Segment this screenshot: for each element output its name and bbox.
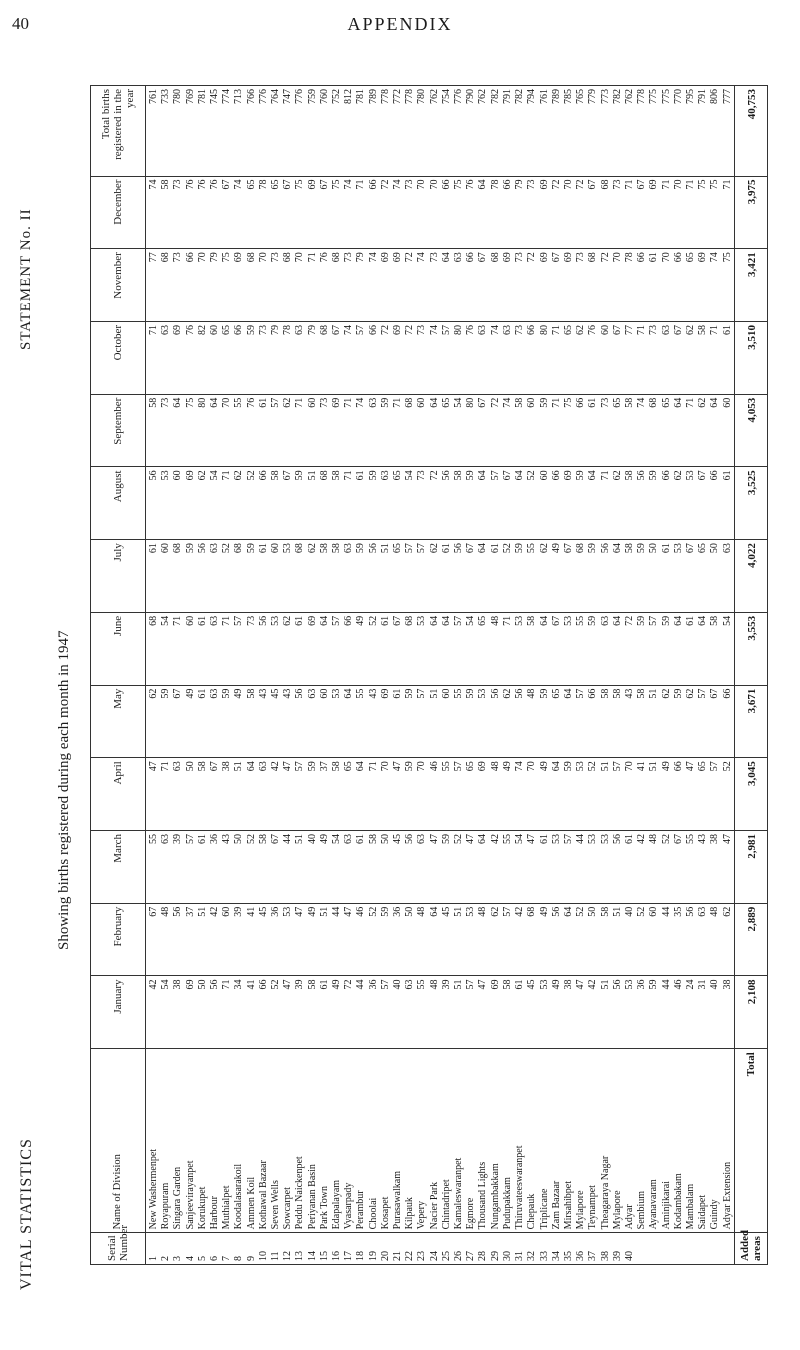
aug-values: 56 53 60 69 62 54 71 62 52 66 58 67 59 51 68 58 71 61 59 63 65 54 73 72 56 58 59 64 57 67 64 52 60 66 69 59 64 71 62 58 56 59 66 62 53 67 66 61	[146, 467, 735, 540]
col-may-header: May	[91, 685, 146, 758]
totals-label: Total	[734, 1049, 767, 1233]
jan-values: 42 54 38 69 50 56 71 34 41 66 52 47 39 58 61 49 72 44 36 57 40 63 55 48 39 51 57 47 69 58 61 45 53 49 38 47 42 51 56 53 36 59 44 46 24 31 40 38	[146, 976, 735, 1049]
total-values: 761 733 780 769 781 745 774 713 766 776 764 747 776 759 760 752 812 781 789 778 772 778 780 762 754 776 790 762 782 791 782 794 761 789 785 765 779 773 782 762 778 775 775 770 795 791 806 777	[146, 86, 735, 177]
col-oct-header: October	[91, 321, 146, 394]
nov-total: 3,421	[734, 249, 767, 322]
oct-total: 3,510	[734, 321, 767, 394]
totals-row	[734, 86, 767, 1265]
page-header: APPENDIX	[347, 14, 453, 34]
mar-total: 2,981	[734, 831, 767, 904]
births-table	[90, 85, 768, 1265]
col-aug-header: August	[91, 467, 146, 540]
col-jan-header: January	[91, 976, 146, 1049]
col-jul-header: July	[91, 540, 146, 613]
jul-values: 61 60 68 59 56 63 52 68 59 61 60 53 68 62 58 58 63 59 56 51 65 57 57 62 61 56 67 64 61 52 59 55 62 49 67 68 59 56 64 58 59 50 61 53 67 65 50 63	[146, 540, 735, 613]
serial-numbers: 1 2 3 4 5 6 7 8 9 10 11 12 13 14 15 16 17 18 19 20 21 22 23 24 25 26 27 28 29 30 31 32 33 34 35 36 37 38 39 40	[146, 1233, 735, 1265]
side-vital-statistics: VITAL STATISTICS	[18, 1138, 35, 1290]
col-name-header: Name of Division	[91, 1049, 146, 1233]
dec-values: 74 58 73 76 76 76 67 74 65 78 65 67 75 69 67 75 74 71 66 72 74 73 70 70 66 75 76 64 78 66 79 73 69 72 70 72 67 68 73 71 67 69 71 70 71 75 75 71	[146, 176, 735, 249]
sep-total: 4,053	[734, 394, 767, 467]
grand-total: 40,753	[734, 86, 767, 177]
page-number: 40	[12, 14, 29, 33]
col-serial-header: Serial Number	[91, 1233, 146, 1265]
side-statement: STATEMENT No. II	[18, 208, 34, 350]
col-sep-header: September	[91, 394, 146, 467]
col-feb-header: February	[91, 903, 146, 976]
col-dec-header: December	[91, 176, 146, 249]
oct-values: 71 63 69 76 82 60 65 66 59 73 79 78 63 79 68 67 74 57 66 72 69 72 73 74 57 80 76 63 74 63 73 66 80 71 65 62 76 60 67 77 71 73 63 67 62 58 71 61	[146, 321, 735, 394]
feb-values: 67 48 56 37 51 42 60 39 41 45 36 53 47 49 51 44 47 46 52 59 36 50 48 64 45 51 53 48 62 57 42 68 49 56 64 52 50 58 51 40 52 60 44 35 56 63 48 62	[146, 903, 735, 976]
sep-values: 58 73 64 75 80 64 70 55 76 61 57 62 71 60 73 69 71 74 63 59 71 68 60 64 65 54 80 67 72 74 58 60 59 71 75 66 61 73 65 58 74 68 65 64 71 62 64 60	[146, 394, 735, 467]
side-caption-container	[0, 630, 72, 1010]
jan-total: 2,108	[734, 976, 767, 1049]
apr-values: 47 71 63 50 58 67 38 51 64 63 42 47 57 59 37 58 65 64 71 70 47 59 70 46 55 57 65 69 48 49 74 70 49 64 59 53 52 51 57 70 41 51 49 66 47 65 57 52	[146, 758, 735, 831]
col-jun-header: June	[91, 612, 146, 685]
col-nov-header: November	[91, 249, 146, 322]
may-total: 3,671	[734, 685, 767, 758]
jul-total: 4,022	[734, 540, 767, 613]
dec-total: 3,975	[734, 176, 767, 249]
division-rows	[146, 86, 735, 1265]
nov-values: 77 68 73 66 70 79 75 69 68 70 73 68 70 71 76 68 73 79 74 69 69 72 74 73 64 63 66 67 68 69 73 72 69 67 69 73 68 72 70 78 66 61 70 66 65 69 74 75	[146, 249, 735, 322]
col-total-header: Total births registered in the year	[91, 86, 146, 177]
side-statement-container	[0, 208, 42, 410]
mar-values: 55 63 39 57 61 36 43 50 52 58 67 44 51 40 49 54 63 61 58 50 45 56 63 47 59 52 47 64 42 55 54 47 61 53 57 44 53 53 56 61 42 48 52 67 55 43 38 47	[146, 831, 735, 904]
header-row	[91, 86, 146, 1265]
jun-values: 68 54 71 60 61 63 71 57 73 56 53 62 61 69 64 57 66 49 52 61 67 68 53 64 64 57 54 65 48 71 53 58 64 67 53 55 59 63 64 72 59 57 59 64 61 64 58 54	[146, 612, 735, 685]
may-values: 62 59 67 49 61 63 59 49 58 43 45 43 56 63 60 53 64 55 43 69 61 59 57 51 60 55 59 53 56 62 56 48 59 65 64 57 66 58 58 43 58 51 62 59 62 57 67 66	[146, 685, 735, 758]
col-apr-header: April	[91, 758, 146, 831]
apr-total: 3,045	[734, 758, 767, 831]
col-mar-header: March	[91, 831, 146, 904]
births-table-wrapper	[90, 85, 780, 1265]
division-names: New Washermenpet Royapuram Singara Garden Sanjeevirayanpet Korukupet Harbour Muthialpet Koodalasarakoil Ammen Koil Kothawal Bazaar Seven Wells Sowcarpet Peddu Naickenpet Periyanan Basin Park Town Edapalayam Vyasarpady Perambur Choolai Kosapet Purasawalkam Kilpauk Vepery Nacier Park Chintadripet Kamaleswaranpet Egmore Thousand Lights Nungambakkam Pudupakkam Thiruvateeswaranpet Chepauk Triplicane Zam Bazaar Mirsahibpet Mylapore Teynampet Theagaraya Nagar Mylapore Adyar Sembium Ayanavaram Aminjikarai Kodambakam Mambalam Saidapet Guindy Adyar Extension	[146, 1049, 735, 1233]
aug-total: 3,525	[734, 467, 767, 540]
added-areas-label: Added areas	[734, 1233, 767, 1265]
jun-total: 3,553	[734, 612, 767, 685]
table-caption: Showing births registered during each month in 1947	[56, 630, 72, 950]
feb-total: 2,889	[734, 903, 767, 976]
side-vital-container	[0, 1138, 42, 1350]
